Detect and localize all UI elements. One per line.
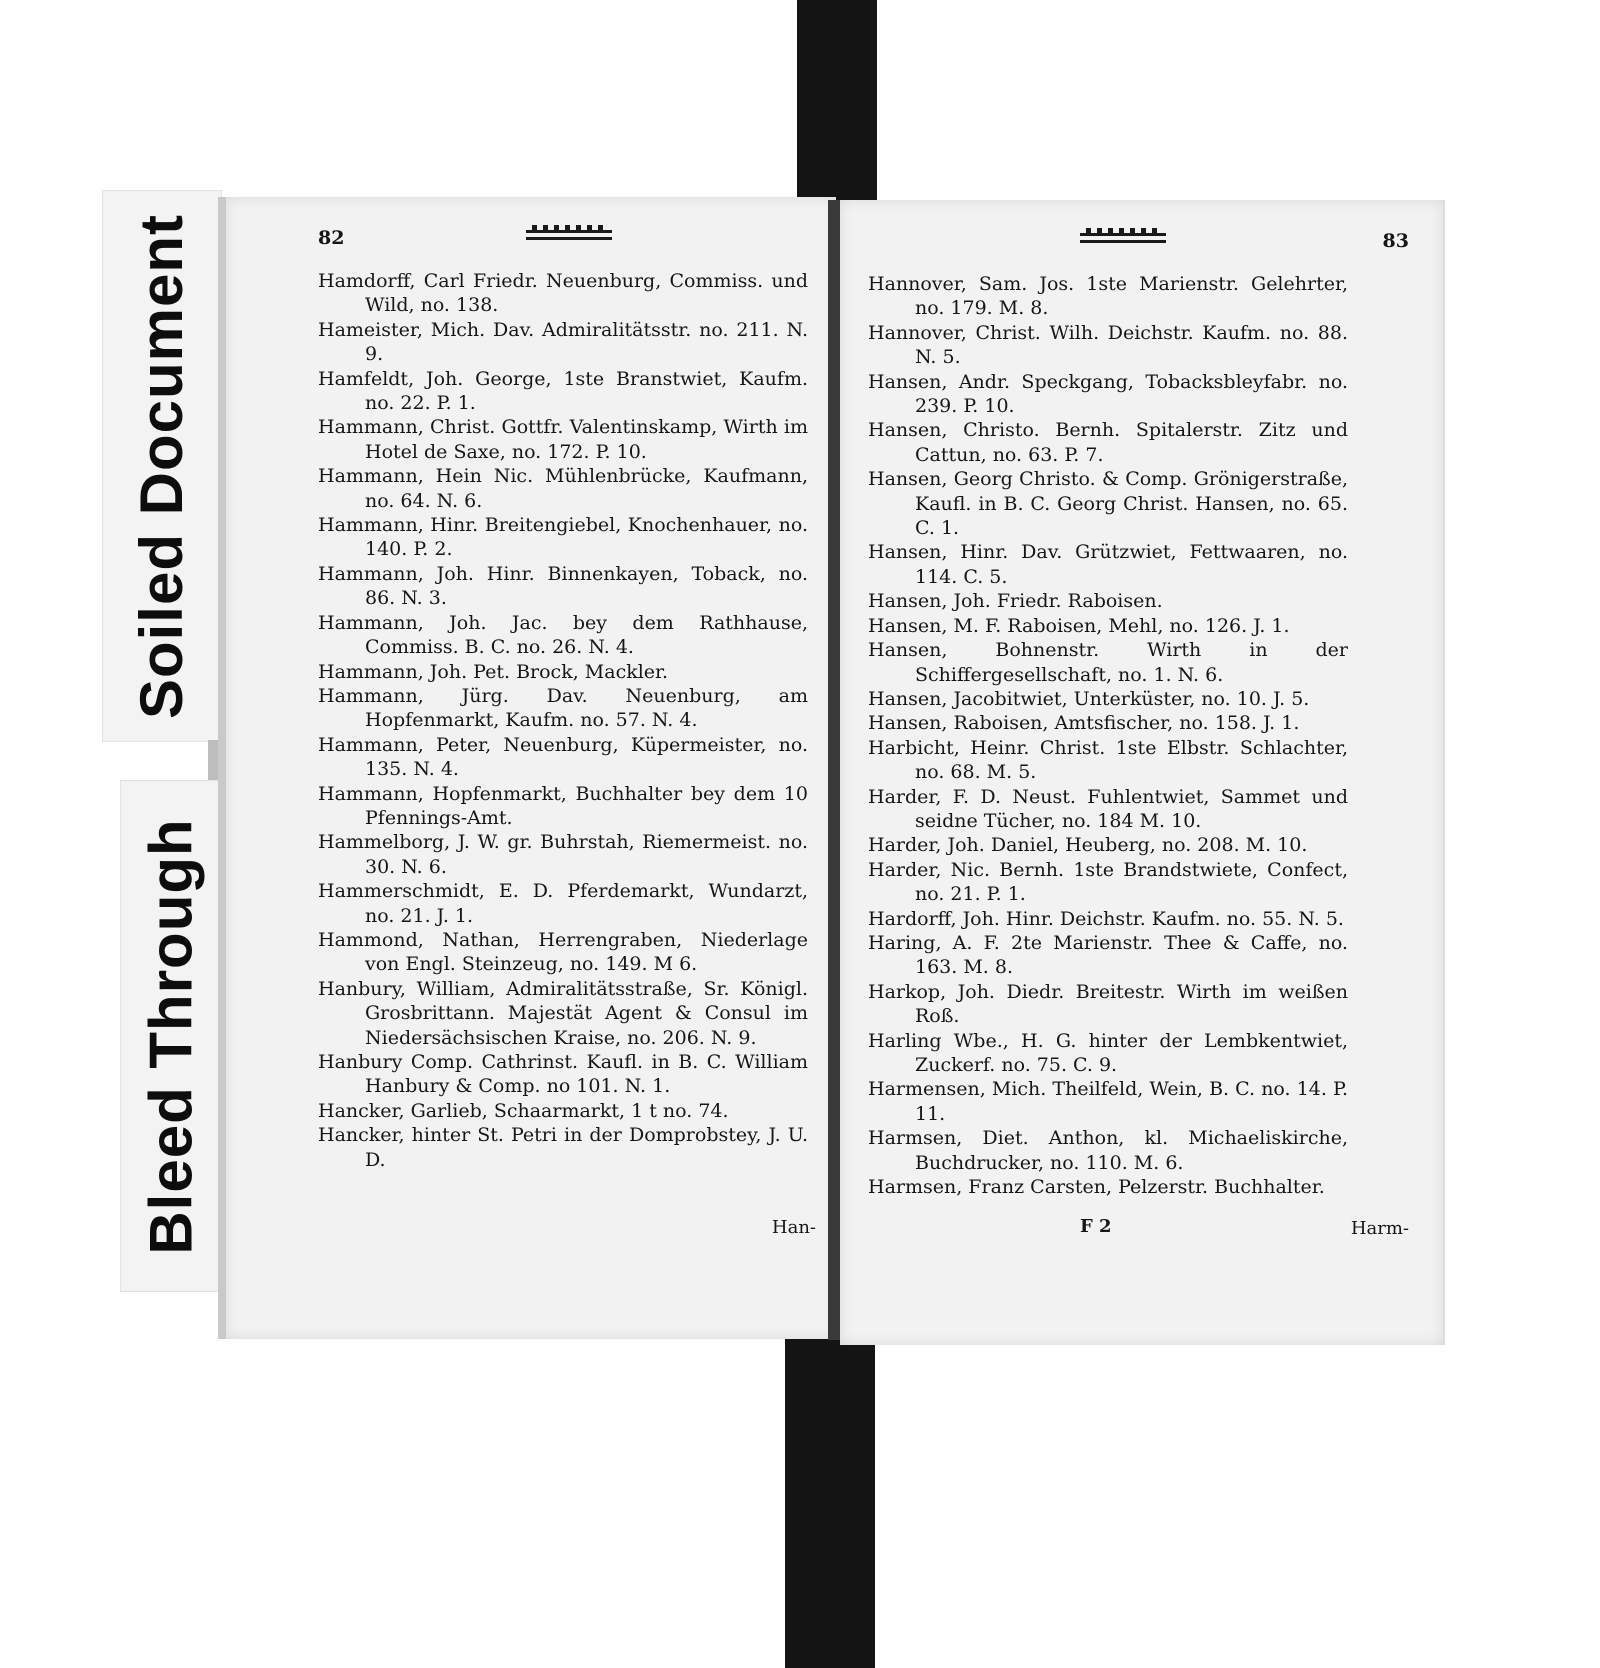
directory-entry: Hammann, Joh. Pet. Brock, Mackler.: [318, 660, 669, 683]
directory-entry: Hammann, Peter, Neuenburg, Küpermeister, no. 135. N. 4.: [318, 733, 808, 781]
directory-entry: Hansen, Bohnenstr. Wirth in der Schiffergesellschaft, no. 1. N. 6.: [868, 639, 1348, 686]
directory-entry: Hammann, Christ. Gottfr. Valentinskamp, Wirth im Hotel de Saxe, no. 172. P. 10.: [318, 416, 808, 463]
directory-entry: Hansen, Jacobitwiet, Unterküster, no. 10. J. 5.: [868, 687, 1310, 710]
directory-entry: Hanbury, William, Admiralitätsstraße, Sr. Königl. Grosbrittann. Majestät Agent & Consul im Niedersächsischen Kraise, no. 206. N. 9.: [318, 977, 808, 1049]
directory-entry: Hansen, Andr. Speckgang, Tobacksbleyfabr. no. 239. P. 10.: [868, 370, 1348, 418]
directory-entry: Harder, Joh. Daniel, Heuberg, no. 208. M. 10.: [868, 834, 1308, 857]
page-number-left: 82: [318, 227, 345, 249]
page-number-right: 83: [1382, 230, 1409, 252]
catchword-left: Han-: [771, 1217, 816, 1238]
directory-entry: Hammann, Hein Nic. Mühlenbrücke, Kaufmann, no. 64. N. 6.: [318, 465, 808, 512]
directory-entry: Hansen, Hinr. Dav. Grützwiet, Fettwaaren, no. 114. C. 5.: [868, 541, 1348, 588]
directory-entry: Hammann, Hinr. Breitengiebel, Knochenhauer, no. 140. P. 2.: [318, 514, 808, 561]
soiled-document-text: Soiled Document: [128, 213, 196, 719]
header-ornament-left: [526, 227, 612, 241]
directory-entry: Hansen, Christo. Bernh. Spitalerstr. Zitz und Cattun, no. 63. P. 7.: [868, 419, 1348, 466]
directory-entry: Hancker, hinter St. Petri in der Domprobstey, J. U. D.: [318, 1124, 808, 1171]
signature-mark: F 2: [1080, 1216, 1112, 1237]
directory-entry: Harbicht, Heinr. Christ. 1ste Elbstr. Schlachter, no. 68. M. 5.: [868, 736, 1348, 784]
soiled-document-label: [102, 190, 222, 742]
directory-entry: Hardorff, Joh. Hinr. Deichstr. Kaufm. no. 55. N. 5.: [868, 907, 1344, 930]
binding-strip-top: [797, 0, 877, 200]
directory-entry: Hansen, M. F. Raboisen, Mehl, no. 126. J. 1.: [868, 614, 1290, 637]
directory-entry: Harder, Nic. Bernh. 1ste Brandstwiete, Confect, no. 21. P. 1.: [868, 858, 1348, 906]
directory-entry: Hamdorff, Carl Friedr. Neuenburg, Commiss. und Wild, no. 138.: [318, 270, 808, 317]
directory-entry: Hammann, Hopfenmarkt, Buchhalter bey dem 10 Pfennings-Amt.: [318, 782, 808, 829]
binding-strip-bottom: [785, 1338, 875, 1668]
directory-entry: Hammann, Joh. Jac. bey dem Rathhause, Commiss. B. C. no. 26. N. 4.: [318, 611, 808, 659]
directory-entry: Hansen, Joh. Friedr. Raboisen.: [868, 590, 1163, 613]
bleed-through-text: Bleed Through: [137, 817, 205, 1255]
directory-entry: Hammelborg, J. W. gr. Buhrstah, Riemermeist. no. 30. N. 6.: [318, 831, 808, 878]
left-page: [218, 197, 836, 1339]
directory-entry: Hanbury Comp. Cathrinst. Kaufl. in B. C. William Hanbury & Comp. no 101. N. 1.: [318, 1051, 808, 1098]
directory-entry: Harmsen, Franz Carsten, Pelzerstr. Buchhalter.: [868, 1176, 1325, 1199]
directory-entry: Hameister, Mich. Dav. Admiralitätsstr. no. 211. N. 9.: [318, 318, 808, 366]
header-ornament-right: [1080, 230, 1166, 244]
directory-entry: Hammann, Jürg. Dav. Neuenburg, am Hopfenmarkt, Kaufm. no. 57. N. 4.: [318, 684, 808, 732]
directory-entry: Hammerschmidt, E. D. Pferdemarkt, Wundarzt, no. 21. J. 1.: [318, 880, 808, 927]
directory-entry: Hammond, Nathan, Herrengraben, Niederlage von Engl. Steinzeug, no. 149. M 6.: [318, 928, 808, 976]
directory-entry: Haring, A. F. 2te Marienstr. Thee & Caffe, no. 163. M. 8.: [868, 931, 1348, 979]
left-entry-list: [318, 269, 808, 1172]
directory-entry: Harmsen, Diet. Anthon, kl. Michaeliskirche, Buchdrucker, no. 110. M. 6.: [868, 1127, 1348, 1174]
directory-entry: Harling Wbe., H. G. hinter der Lembkentwiet, Zuckerf. no. 75. C. 9.: [868, 1029, 1348, 1076]
directory-entry: Hannover, Christ. Wilh. Deichstr. Kaufm. no. 88. N. 5.: [868, 321, 1348, 369]
right-page: [840, 200, 1445, 1345]
directory-entry: Hansen, Georg Christo. & Comp. Grönigerstraße, Kaufl. in B. C. Georg Christ. Hansen, no. 65. C. 1.: [868, 468, 1348, 540]
directory-entry: Hansen, Raboisen, Amtsfischer, no. 158. J. 1.: [868, 712, 1300, 735]
directory-entry: Hannover, Sam. Jos. 1ste Marienstr. Gelehrter, no. 179. M. 8.: [868, 273, 1348, 320]
catchword-right: Harm-: [1350, 1218, 1409, 1239]
directory-entry: Hamfeldt, Joh. George, 1ste Branstwiet, Kaufm. no. 22. P. 1.: [318, 367, 808, 415]
right-entry-list: [868, 272, 1348, 1199]
directory-entry: Harder, F. D. Neust. Fuhlentwiet, Sammet und seidne Tücher, no. 184 M. 10.: [868, 785, 1348, 832]
directory-entry: Harmensen, Mich. Theilfeld, Wein, B. C. no. 14. P. 11.: [868, 1078, 1348, 1125]
book-gutter: [828, 200, 840, 1340]
bleed-through-label: [120, 780, 222, 1292]
directory-entry: Hancker, Garlieb, Schaarmarkt, 1 t no. 74.: [318, 1099, 729, 1122]
directory-entry: Harkop, Joh. Diedr. Breitestr. Wirth im weißen Roß.: [868, 980, 1348, 1028]
directory-entry: Hammann, Joh. Hinr. Binnenkayen, Toback, no. 86. N. 3.: [318, 562, 808, 610]
